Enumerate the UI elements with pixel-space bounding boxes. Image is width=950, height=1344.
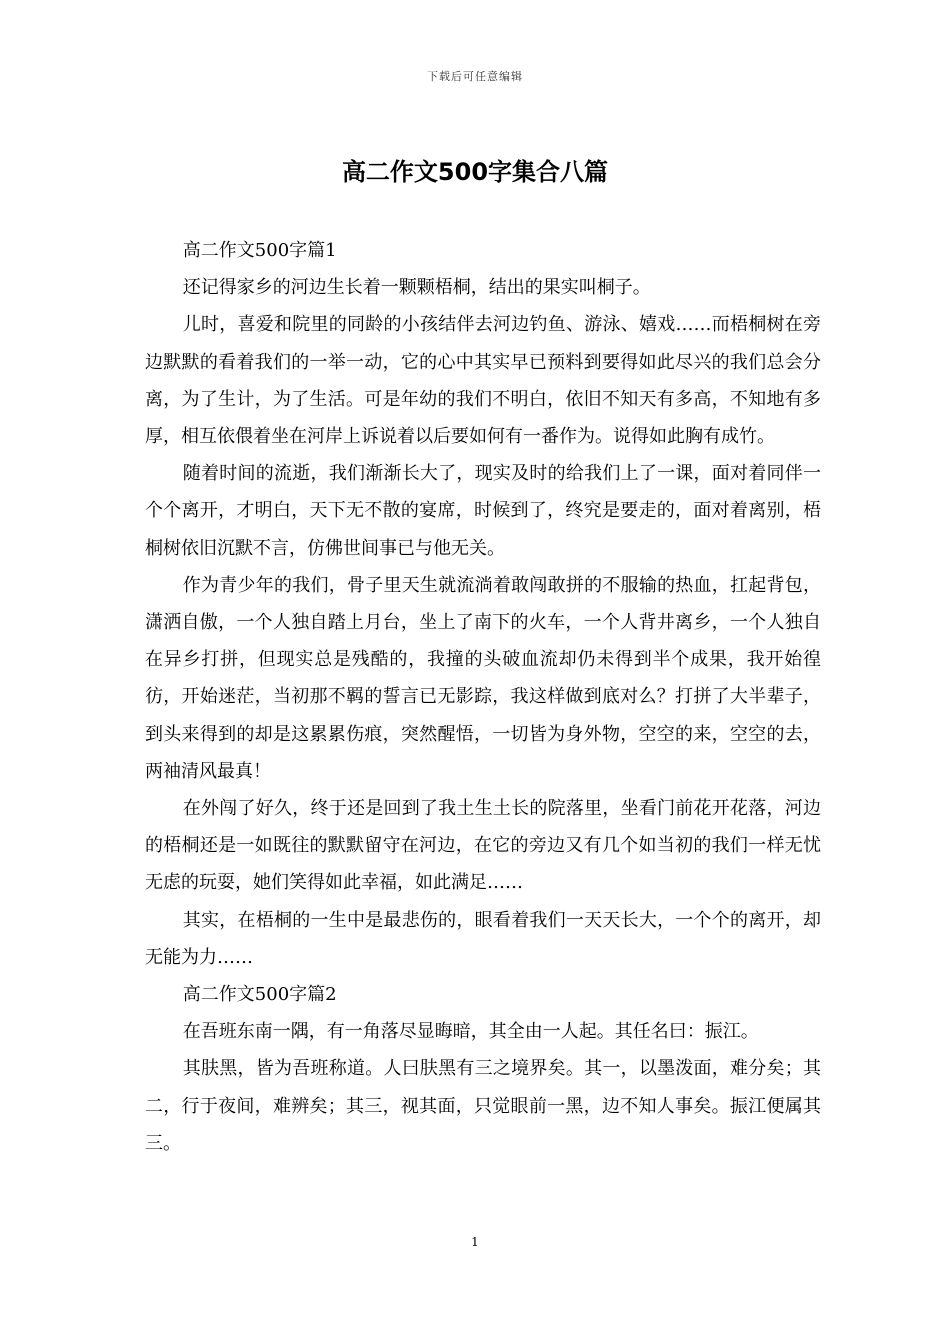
paragraph: 儿时，喜爱和院里的同龄的小孩结伴去河边钓鱼、游泳、嬉戏……而梧桐树在旁边默默的看着我们的一举一动，它的心中其实早已预料到要得如此尽兴的我们总会分离，为了生计，为了生活。可是年幼的我们不明白，依旧不知天有多高，不知地有多厚，相互依偎着坐在河岸上诉说着以后要如何有一番作为。说得如此胸有成竹。 (145, 314, 821, 448)
paragraph: 其实，在梧桐的一生中是最悲伤的，眼看着我们一天天长大，一个个的离开，却无能为力…… (145, 909, 821, 968)
paragraph: 随着时间的流逝，我们渐渐长大了，现实及时的给我们上了一课，面对着同伴一个个离开，才明白，天下无不散的宴席，时候到了，终究是要走的，面对着离别，梧桐树依旧沉默不言，仿佛世间事已与他无关。 (145, 463, 821, 559)
paragraph: 在吾班东南一隅，有一角落尽显晦暗，其全由一人起。其任名曰：振江。 (182, 1021, 759, 1043)
page-number: 1 (471, 1235, 479, 1249)
paragraph: 作为青少年的我们，骨子里天生就流淌着敢闯敢拼的不服输的热血，扛起背包，潇洒自傲，一个人独自踏上月台，坐上了南下的火车，一个人背井离乡，一个人独自在异乡打拼，但现实总是残酷的，我撞的头破血流却仍未得到半个成果，我开始徨彷，开始迷茫，当初那不羁的誓言已无影踪，我这样做到底对么？打拼了大半辈子，到头来得到的却是这累累伤痕，突然醒悟，一切皆为身外物，空空的来，空空的去，两袖清风最真！ (145, 574, 821, 782)
paragraph: 在外闯了好久，终于还是回到了我土生土长的院落里，坐看门前花开花落，河边的梧桐还是一如既往的默默留守在河边，在它的旁边又有几个如当初的我们一样无忧无虑的玩耍，她们笑得如此幸福，如此满足…… (145, 798, 821, 894)
document-body (145, 232, 821, 1162)
paragraph: 还记得家乡的河边生长着一颗颗梧桐，结出的果实叫桐子。 (182, 277, 651, 299)
header-note: 下载后可任意编辑 (427, 70, 523, 83)
paragraph: 其肤黑，皆为吾班称道。人曰肤黑有三之境界矣。其一，以墨泼面，难分矣；其二，行于夜间，难辨矣；其三，视其面，只觉眼前一黑，边不知人事矣。振江便属其三。 (145, 1058, 821, 1154)
document-title: 高二作文500字集合八篇 (341, 158, 609, 186)
section-heading-2: 高二作文500字篇2 (182, 984, 337, 1006)
section-heading-1: 高二作文500字篇1 (182, 240, 337, 261)
